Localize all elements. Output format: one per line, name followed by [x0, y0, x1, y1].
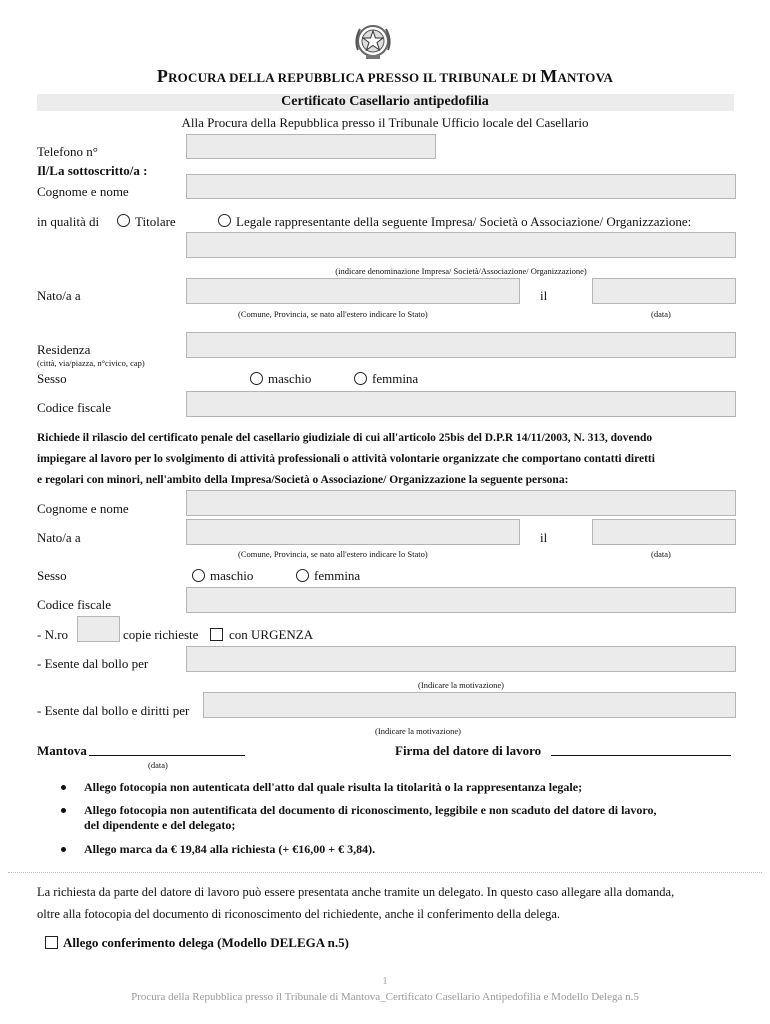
codice-fiscale-label: Codice fiscale: [37, 400, 111, 415]
telefono-field[interactable]: [186, 134, 436, 159]
femmina-radio[interactable]: [354, 372, 367, 385]
qualita-label: in qualità di: [37, 214, 100, 229]
delega-checkbox-label: Allego conferimento delega (Modello DELEGA n.5): [63, 935, 349, 950]
codice-fiscale-field[interactable]: [186, 391, 736, 417]
richiesta-line-1: Richiede il rilascio del certificato penale del casellario giudiziale di cui all'articolo 25bis del D.P.R 14/11/2003, N. 313, dovendo: [37, 432, 653, 444]
titolare-radio[interactable]: [117, 214, 130, 227]
urgenza-checkbox[interactable]: [210, 628, 223, 641]
document-subtitle: Certificato Casellario antipedofilia: [281, 94, 489, 109]
data-nascita-2-field[interactable]: [592, 519, 736, 545]
data-signature-line[interactable]: [89, 755, 245, 756]
richiesta-line-3: e regolari con minori, nell'ambito della Impresa/Società o Associazione/ Organizzazione la seguente persona:: [37, 474, 569, 486]
codice-fiscale-2-label: Codice fiscale: [37, 597, 111, 612]
residenza-hint: (città, via/piazza, n°civico, cap): [37, 358, 145, 368]
comune-hint: (Comune, Provincia, se nato all'estero indicare lo Stato): [238, 309, 428, 319]
page-number: 1: [382, 976, 388, 987]
cognome-2-label: Cognome e nome: [37, 501, 129, 516]
motivazione-1-hint: (Indicare la motivazione): [418, 680, 504, 690]
data-nascita-field[interactable]: [592, 278, 736, 304]
denominazione-field[interactable]: [186, 232, 736, 258]
data-hint: (data): [651, 309, 671, 319]
il-label: il: [540, 288, 548, 303]
femmina-label: femmina: [372, 371, 419, 386]
il-2-label: il: [540, 530, 548, 545]
urgenza-label: con URGENZA: [229, 627, 314, 642]
motivazione-2-hint: (Indicare la motivazione): [375, 726, 461, 736]
footer-text: Procura della Repubblica presso il Tribunale di Mantova_Certificato Casellario Antipedofilia e Modello Delega n.5: [131, 991, 639, 1003]
nato-label: Nato/a a: [37, 288, 81, 303]
legale-rappresentante-radio[interactable]: [218, 214, 231, 227]
allegato-3: Allego marca da € 19,84 alla richiesta (+ €16,00 + € 3,84).: [84, 842, 376, 856]
bullet-icon: [61, 847, 66, 852]
maschio-radio[interactable]: [250, 372, 263, 385]
delega-line-2: oltre alla fotocopia del documento di riconoscimento del richiedente, anche il conferimento della delega.: [37, 907, 561, 921]
data-2-hint: (data): [651, 549, 671, 559]
maschio-2-label: maschio: [210, 568, 254, 583]
femmina-2-radio[interactable]: [296, 569, 309, 582]
allegato-2: Allego fotocopia non autentificata del documento di riconoscimento, leggibile e non scaduto del datore di lavoro,: [84, 803, 657, 817]
maschio-label: maschio: [268, 371, 312, 386]
numero-copie-field[interactable]: [77, 616, 120, 642]
codice-fiscale-2-field[interactable]: [186, 587, 736, 613]
residenza-field[interactable]: [186, 332, 736, 358]
esente-diritti-label: - Esente dal bollo e diritti per: [37, 703, 190, 718]
sesso-2-label: Sesso: [37, 568, 67, 583]
bullet-icon: [61, 785, 66, 790]
esente-diritti-field[interactable]: [203, 692, 736, 718]
allegato-1: Allego fotocopia non autenticata dell'atto dal quale risulta la titolarità o la rappresentanza legale;: [84, 780, 583, 794]
titolare-label: Titolare: [135, 214, 176, 229]
delega-checkbox[interactable]: [45, 936, 58, 949]
cognome-label: Cognome e nome: [37, 184, 129, 199]
copie-label: copie richieste: [123, 627, 199, 642]
firma-signature-line[interactable]: [551, 755, 731, 756]
denominazione-hint: (indicare denominazione Impresa/ Società/Associazione/ Organizzazione): [335, 266, 587, 276]
nro-label: - N.ro: [37, 627, 69, 642]
delega-line-1: La richiesta da parte del datore di lavoro può essere presentata anche tramite un delegato. In questo caso allegare alla domanda,: [37, 885, 675, 899]
cognome-2-field[interactable]: [186, 490, 736, 516]
bullet-icon: [61, 808, 66, 813]
mantova-label: Mantova: [37, 743, 87, 758]
cognome-field[interactable]: [186, 174, 736, 199]
sottoscritto-label: Il/La sottoscritto/a :: [37, 163, 148, 178]
esente-bollo-label: - Esente dal bollo per: [37, 656, 149, 671]
allegato-2-cont: del dipendente e del delegato;: [84, 818, 236, 832]
firma-data-hint: (data): [148, 760, 168, 770]
comune-2-hint: (Comune, Provincia, se nato all'estero indicare lo Stato): [238, 549, 428, 559]
firma-label: Firma del datore di lavoro: [395, 743, 542, 758]
sesso-label: Sesso: [37, 371, 67, 386]
telefono-label: Telefono n°: [37, 144, 98, 159]
maschio-2-radio[interactable]: [192, 569, 205, 582]
luogo-nascita-2-field[interactable]: [186, 519, 520, 545]
residenza-label: Residenza: [37, 342, 91, 357]
emblem-of-italy-icon: [352, 20, 394, 62]
luogo-nascita-field[interactable]: [186, 278, 520, 304]
page-title: PROCURA DELLA REPUBBLICA PRESSO IL TRIBUNALE DI MANTOVA: [156, 66, 614, 86]
femmina-2-label: femmina: [314, 568, 361, 583]
nato-2-label: Nato/a a: [37, 530, 81, 545]
legale-rappresentante-label: Legale rappresentante della seguente Impresa/ Società o Associazione/ Organizzazione:: [236, 214, 692, 229]
richiesta-line-2: impiegare al lavoro per lo svolgimento di attività professionali o attività volontarie organizzate che comportano contatti diretti: [37, 453, 655, 465]
separator: [8, 872, 762, 873]
addressee-line: Alla Procura della Repubblica presso il Tribunale Ufficio locale del Casellario: [181, 115, 589, 130]
esente-bollo-field[interactable]: [186, 646, 736, 672]
